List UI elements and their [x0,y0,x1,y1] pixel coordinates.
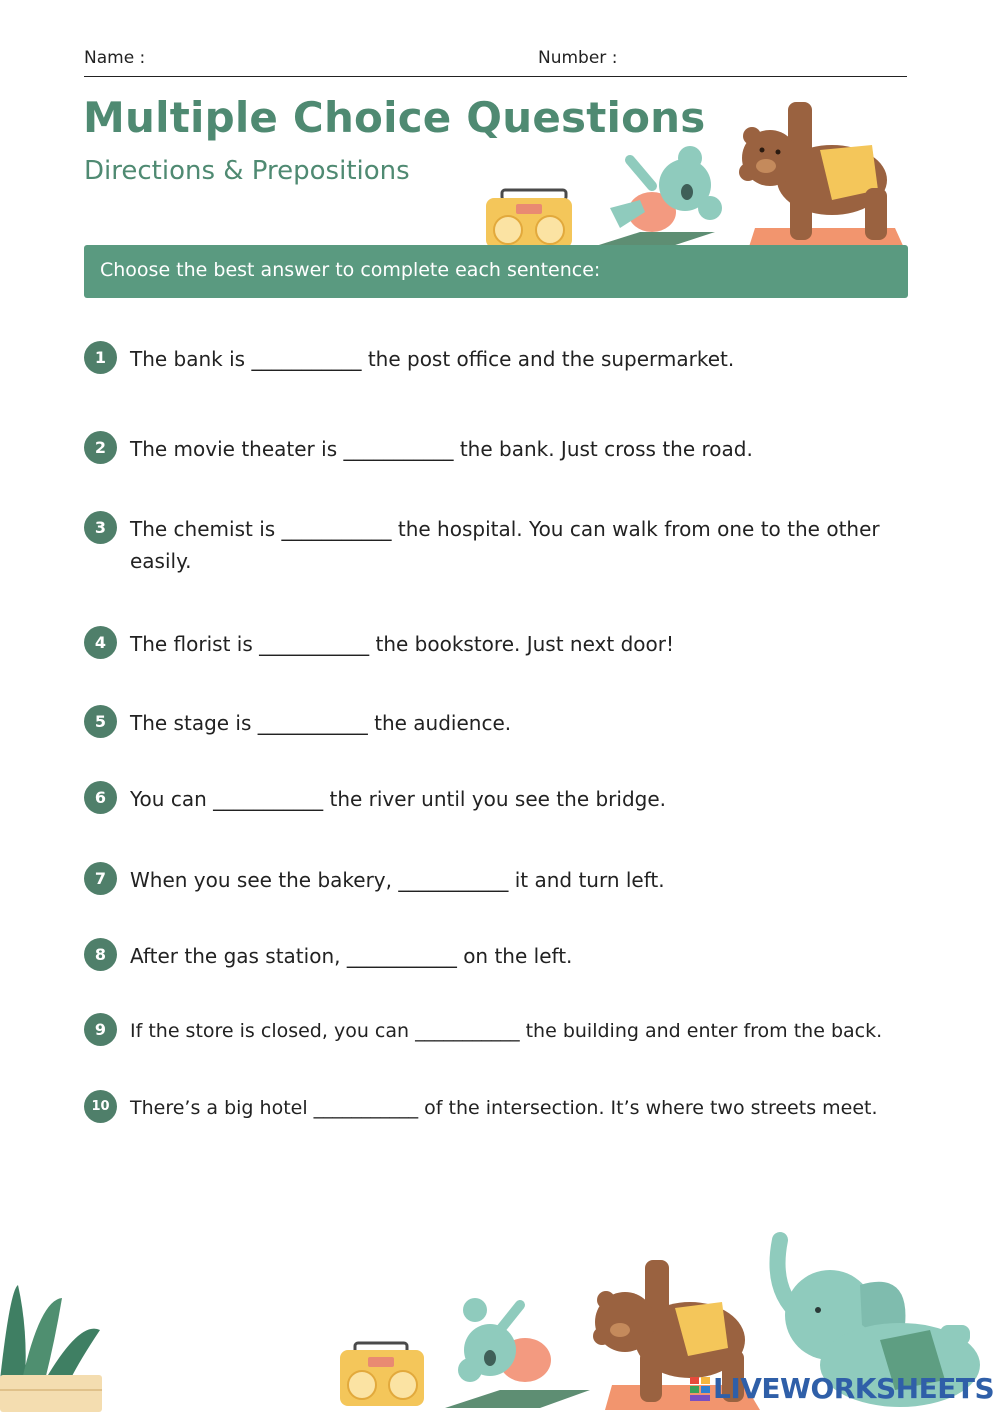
instructions-text: Choose the best answer to complete each sentence: [100,259,601,281]
radio-illustration [486,190,572,248]
name-label: Name : [84,48,146,68]
plant-illustration [0,1285,102,1412]
question-text: The bank is ___________ the post office and the supermarket. [130,347,735,371]
page-subtitle: Directions & Prepositions [84,156,410,186]
question-text: You can ___________ the river until you see the bridge. [130,787,667,811]
question-text: The florist is ___________ the bookstore. Just next door! [130,632,674,656]
question-number-badge: 7 [84,862,117,895]
koala-illustration [445,1298,590,1408]
question-number-badge: 2 [84,431,117,464]
bear-illustration [739,102,905,250]
question-text: There’s a big hotel ___________ of the intersection. It’s where two streets meet. [130,1097,878,1119]
question-number-badge: 4 [84,626,117,659]
name-number-line [84,46,907,77]
question-number-badge: 6 [84,781,117,814]
question-number-badge: 5 [84,705,117,738]
liveworksheets-logo-text: LIVEWORKSHEETS [713,1372,995,1405]
question-number-badge: 10 [84,1090,117,1123]
question-text: The stage is ___________ the audience. [130,711,512,735]
question-text: If the store is closed, you can ___________ the building and enter from the back. [130,1020,883,1042]
instructions-banner [84,245,908,298]
question-number-badge: 1 [84,341,117,374]
radio-illustration [340,1343,424,1406]
page-title: Multiple Choice Questions [83,93,706,142]
question-number-badge: 9 [84,1013,117,1046]
liveworksheets-logo [690,1372,994,1405]
question-text: After the gas station, ___________ on the left. [130,944,573,968]
koala-illustration [583,146,722,250]
question-number-badge: 3 [84,511,117,544]
liveworksheets-logo-icon [690,1377,710,1401]
question-text: When you see the bakery, ___________ it and turn left. [130,868,665,892]
question-number-badge: 8 [84,938,117,971]
header-illustration [480,100,910,255]
number-label: Number : [538,48,618,68]
question-text: The chemist is ___________ the hospital. You can walk from one to the other easily. [130,517,880,573]
question-text: The movie theater is ___________ the bank. Just cross the road. [130,437,753,461]
